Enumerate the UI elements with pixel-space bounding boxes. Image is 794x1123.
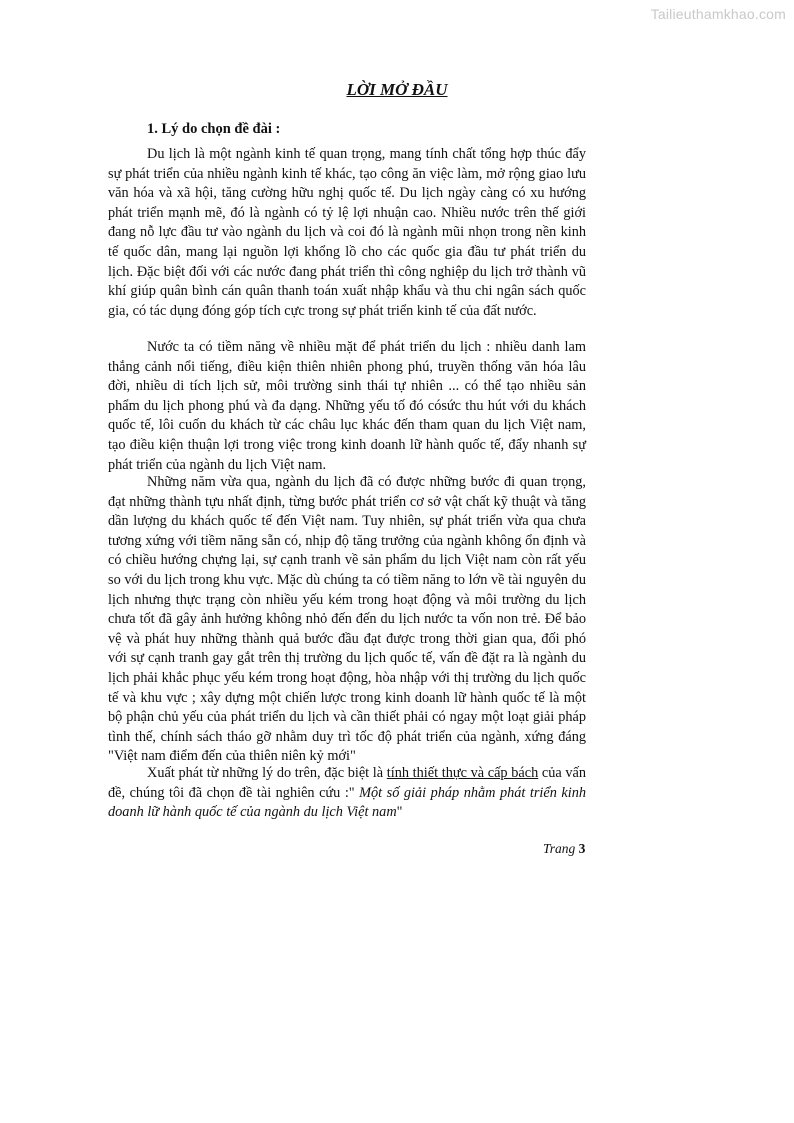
page-number	[543, 841, 585, 857]
watermark: Tailieuthamkhao.com	[650, 6, 786, 22]
page-number-value: 3	[578, 841, 586, 856]
final-paragraph-text-3: "	[396, 804, 403, 821]
page-number-label: Trang	[543, 841, 576, 856]
final-paragraph	[108, 764, 586, 823]
paragraph: Du lịch là một ngành kinh tế quan trọng, mang tính chất tổng hợp thúc đẩy sự phát triển của nhiều ngành kinh tế khác, tạo công ăn việc làm, mở rộng giao lưu văn hóa và xã hội, tăng cường hữu nghị quốc tế. Du lịch ngày càng có xu hướng phát triển mạnh mẽ, đó là ngành có tỷ lệ lợi nhuận cao. Nhiều nước trên thế giới đang nỗ lực đầu tư vào ngành du lịch và coi đó là ngành mũi nhọn trong nền kinh tế quốc dân, mang lại nguồn lợi khổng lồ cho các quốc gia đầu tư phát triển du lịch. Đặc biệt đối với các nước đang phát triển thì công nghiệp du lịch trở thành vũ khí giúp quân bình cán quân thanh toán xuất nhập khẩu và thu chi ngân sách quốc gia, có tác dụng đóng góp tích cực trong sự phát triển kinh tế của đất nước.	[108, 146, 586, 319]
paragraph: Nước ta có tiềm năng về nhiều mặt để phát triển du lịch : nhiều danh lam thắng cảnh nổi tiếng, điều kiện thiên nhiên phong phú, truyền thống văn hóa lâu đời, nhiều di tích lịch sử, môi trường sinh thái tự nhiên ... có thể tạo nhiều sản phẩm du lịch phong phú và đa dạng. Những yếu tố đó cósức thu hút với du khách quốc tế, lôi cuốn du khách từ các châu lục khác đến tham quan du lịch Việt nam, tạo điều kiện thuận lợi trong việc trong kinh doanh lữ hành quốc tế, đẩy nhanh sự phát triển của ngành du lịch Việt nam.	[108, 339, 586, 473]
paragraph-4-block	[108, 764, 586, 823]
paragraph-2-block	[108, 338, 586, 475]
final-paragraph-text-1: Xuất phát từ những lý do trên, đặc biệt là	[147, 765, 387, 781]
underlined-phrase: tính thiết thực và cấp bách	[386, 765, 539, 781]
page-title: LỜI MỞ ĐẦU	[346, 80, 448, 99]
paragraph: Những năm vừa qua, ngành du lịch đã có được những bước đi quan trọng, đạt những thành tựu nhất định, từng bước phát triển cơ sở vật chất kỹ thuật và tăng dần lượng du khách quốc tế đến Việt nam. Tuy nhiên, sự phát triển vừa qua chưa tương xứng với tiềm năng sẵn có, nhịp độ tăng trưởng của ngành không ổn định và có chiều hướng chựng lại, sự cạnh tranh về sản phẩm du lịch Việt nam còn rất yếu so với du lịch trong khu vực. Mặc dù chúng ta có tiềm năng to lớn về tài nguyên du lịch nhưng thực trạng còn nhiều yếu kém trong hoạt động và môi trường du lịch chưa tốt đã gây ảnh hưởng không nhỏ đến đến du lịch nước ta vốn non trẻ. Để bảo vệ và phát huy những thành quả bước đầu đạt được trong thời gian qua, đối phó với sự cạnh tranh gay gắt trên thị trường du lịch quốc tế, vấn đề đặt ra là ngành du lịch phải khắc phục yếu kém trong hoạt động, hòa nhập với thị trường du lịch quốc tế và khu vực ; xây dựng một chiến lược trong kinh doanh lữ hành quốc tế là một bộ phận chủ yếu của phát triển du lịch và cần thiết phải có ngay một loạt giải pháp tình thế, chính sách tháo gỡ nhằm duy trì tốc độ phát triển của ngành, xứng đáng "Việt nam điểm đến của thiên niên kỷ mới"	[108, 474, 586, 765]
paragraph-1-block	[108, 145, 586, 321]
section-heading: 1. Lý do chọn đề đài :	[147, 121, 281, 137]
final-paragraph-text-2: của vấn đề, chúng tôi đã chọn đề tài nghiên cứu :"	[108, 765, 586, 801]
paragraph-3-block	[108, 473, 586, 767]
research-topic-title: Một số giải pháp nhằm phát triển kinh doanh lữ hành quốc tế của ngành du lịch Việt nam	[108, 784, 586, 821]
